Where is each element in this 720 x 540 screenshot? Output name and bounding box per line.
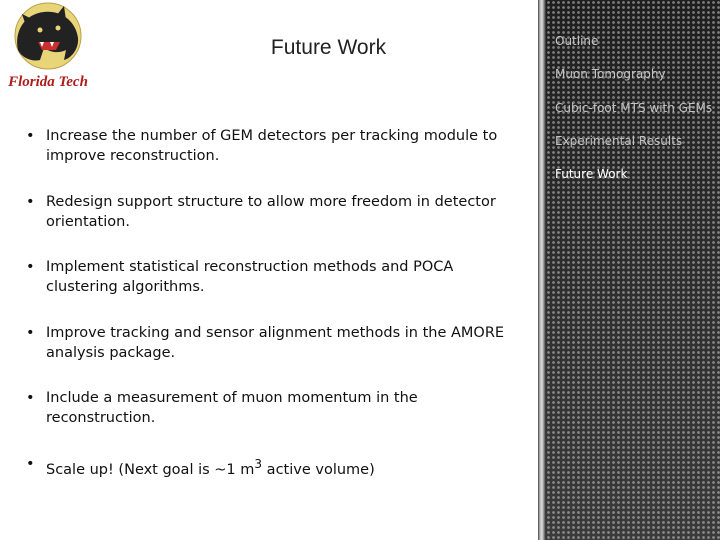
logo-text: Florida Tech bbox=[8, 74, 88, 90]
bullet-item bbox=[26, 388, 526, 428]
florida-tech-logo bbox=[4, 2, 92, 92]
bullet-marker: • bbox=[26, 128, 35, 144]
bullet-marker: • bbox=[26, 193, 35, 210]
superscript: 3 bbox=[254, 456, 263, 471]
bullet-item bbox=[26, 454, 526, 480]
bullet-text: Include a measurement of muon momentum in the reconstruction. bbox=[46, 390, 418, 426]
bullet-text: Scale up! (Next goal is ~1 m bbox=[46, 461, 255, 478]
nav-item-cubic-foot-mts[interactable]: Cubic-foot MTS with GEMs bbox=[555, 100, 713, 115]
panel-divider bbox=[538, 0, 546, 540]
nav-item-muon-tomography[interactable]: Muon Tomography bbox=[555, 67, 666, 82]
bullet-text: Redesign support structure to allow more freedom in detector orientation. bbox=[46, 193, 496, 230]
bullet-list bbox=[26, 126, 526, 505]
page-title: Future Work bbox=[270, 36, 387, 59]
bullet-item bbox=[26, 323, 526, 363]
bullet-marker: • bbox=[26, 455, 35, 472]
bullet-text: Improve tracking and sensor alignment methods in the AMORE analysis package. bbox=[46, 324, 505, 361]
bullet-marker: • bbox=[26, 324, 35, 341]
outline-nav bbox=[555, 32, 712, 198]
bullet-marker: • bbox=[26, 259, 35, 275]
bullet-text: Increase the number of GEM detectors per tracking module to improve reconstruction. bbox=[46, 128, 498, 164]
bullet-text: Implement statistical reconstruction methods and POCA clustering algorithms. bbox=[46, 259, 454, 295]
bullet-marker: • bbox=[26, 390, 35, 406]
nav-item-experimental-results[interactable]: Experimental Results bbox=[555, 133, 683, 148]
nav-item-future-work[interactable]: Future Work bbox=[555, 167, 628, 182]
nav-item-outline[interactable]: Outline bbox=[555, 34, 599, 48]
bullet-item bbox=[26, 257, 526, 297]
bullet-item bbox=[26, 192, 526, 232]
bullet-item bbox=[26, 126, 526, 166]
bullet-text-end: active volume) bbox=[262, 461, 375, 478]
